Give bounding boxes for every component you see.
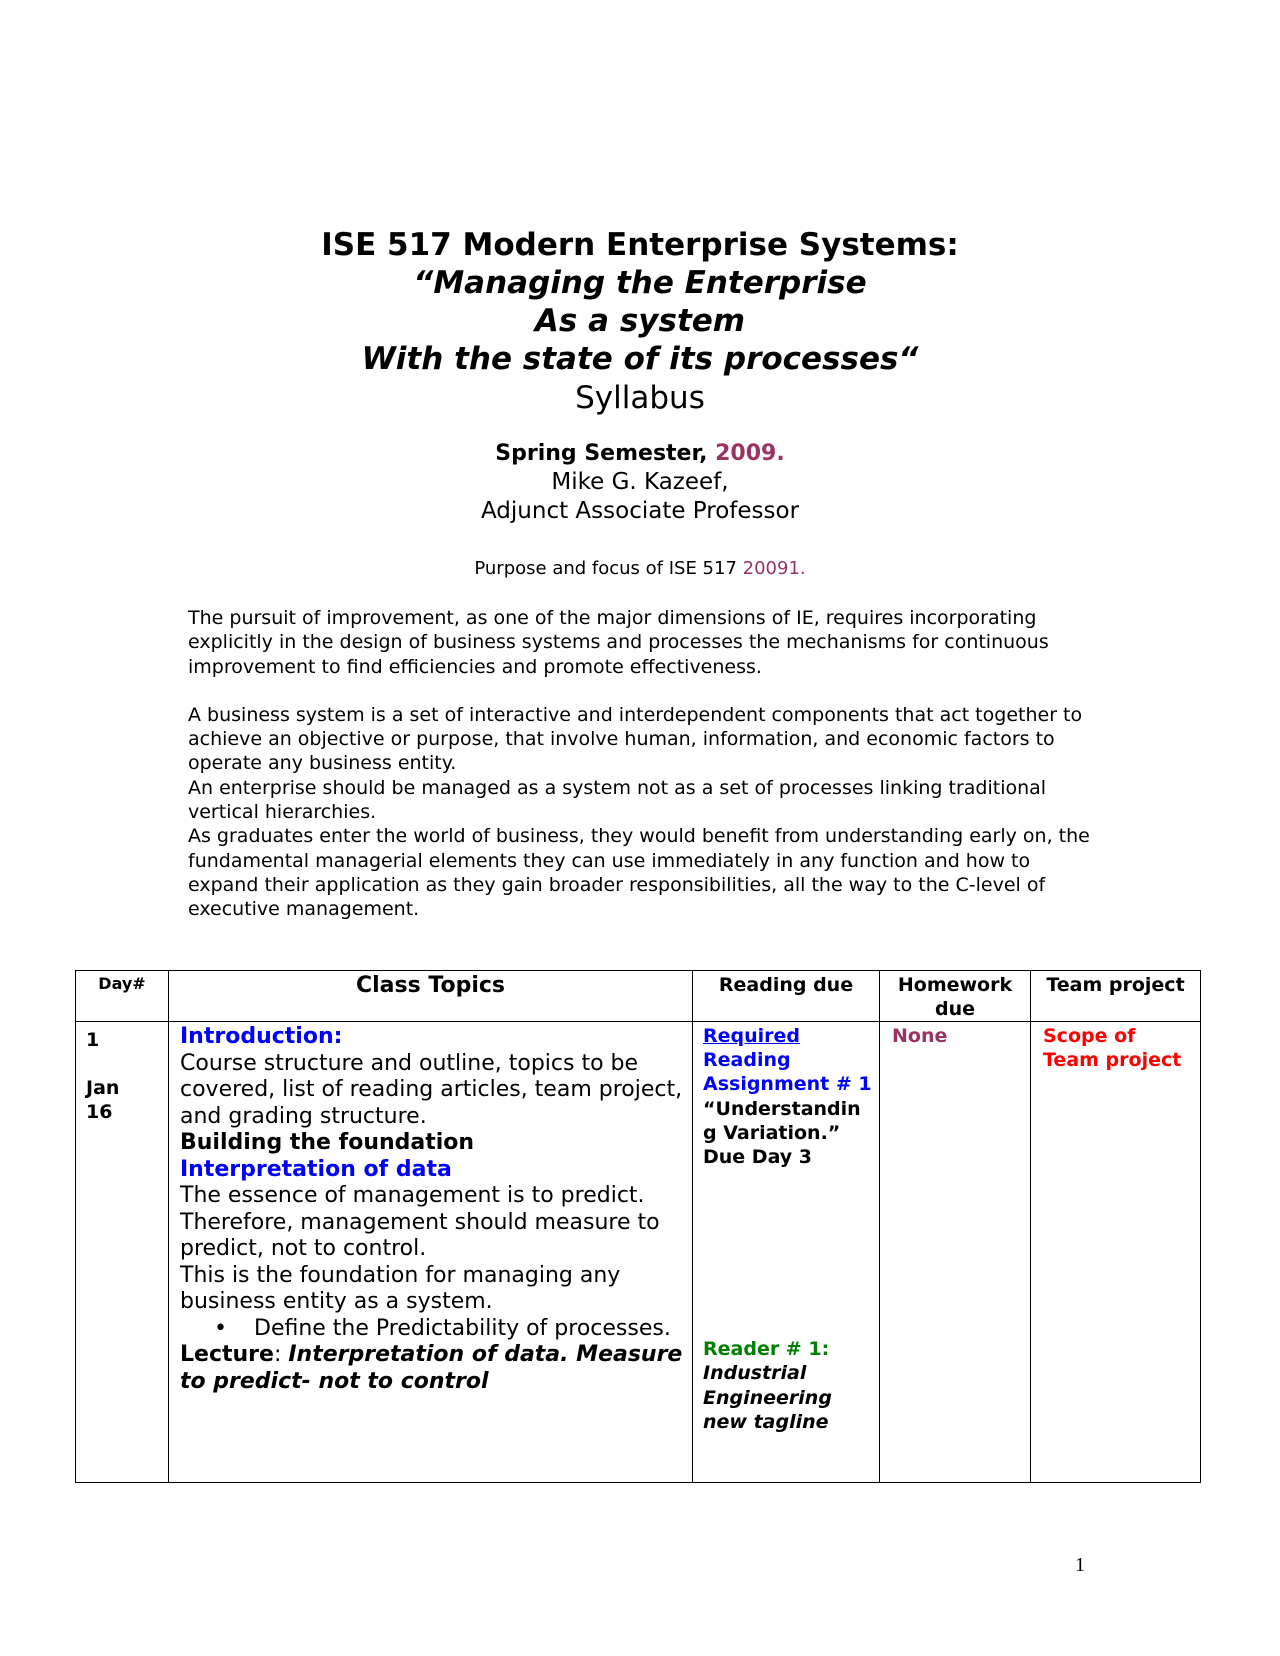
lecture-line <box>180 1342 684 1395</box>
purpose-label: Purpose and focus of ISE 517 <box>474 558 743 579</box>
reader-label: Reader # 1: <box>703 1338 830 1361</box>
subtitle-line-3: With the state of its processes“ <box>361 341 919 377</box>
day-month: Jan <box>86 1077 120 1099</box>
table-row <box>76 1022 1201 1483</box>
header-class-topics: Class Topics <box>169 971 693 1022</box>
purpose-heading <box>0 558 1280 580</box>
intro-text <box>188 606 1098 922</box>
lecture-separator: : <box>273 1342 289 1367</box>
foundation-heading: Building the foundation <box>180 1130 475 1155</box>
lecture-label: Lecture <box>180 1342 274 1367</box>
reading-due-day: Due Day 3 <box>703 1146 813 1169</box>
subtitle-line-1: “Managing the Enterprise <box>413 265 867 301</box>
header-reading-due: Reading due <box>693 971 880 1022</box>
schedule-table <box>75 970 1201 1483</box>
cell-reading-due <box>693 1022 880 1483</box>
essence-text: The essence of management is to predict. Therefore, management should measure to predict, not to control. <box>180 1183 660 1261</box>
introduction-heading: Introduction: <box>180 1024 343 1049</box>
foundation-text: This is the foundation for managing any business entity as a system. <box>180 1262 621 1314</box>
subtitle-line-2: As a system <box>534 303 746 339</box>
list-item: • Define the Predictability of processes. <box>254 1316 684 1343</box>
required-link[interactable]: Required <box>703 1025 801 1047</box>
header-day: Day# <box>76 971 169 1022</box>
reading-title: “Understanding Variation.” <box>703 1097 861 1144</box>
header-homework-due: Homework due <box>880 971 1031 1022</box>
semester-label: Spring Semester, <box>495 441 716 466</box>
intro-paragraph-1: The pursuit of improvement, as one of the major dimensions of IE, requires incorporating explicitly in the design of business systems and processes the mechanisms for continuous improvement to find efficiencies and promote effectiveness. <box>188 607 1049 678</box>
cell-class-topics <box>169 1022 693 1483</box>
instructor-position: Adjunct Associate Professor <box>480 498 800 524</box>
interpretation-heading: Interpretation of data <box>180 1156 452 1182</box>
intro-paragraph-4: As graduates enter the world of business, they would benefit from understanding early on, the fundamental managerial elements they can use immediately in any function and how to expand their application as they gain broader responsibilities, all the way to the C-level of executive management. <box>188 825 1090 921</box>
homework-value: None <box>892 1025 948 1047</box>
course-meta <box>0 440 1280 526</box>
table-header-row <box>76 971 1201 1022</box>
topic-bullets <box>180 1316 684 1343</box>
instructor-name: Mike G. Kazeef, <box>551 469 729 495</box>
reading-assignment: Reading Assignment # 1 <box>703 1049 872 1096</box>
syllabus-label: Syllabus <box>575 380 705 416</box>
lecture-title: Interpretation of data. Measure to predict- not to control <box>180 1342 683 1394</box>
intro-paragraph-2: A business system is a set of interactive and interdependent components that act together to achieve an objective or purpose, that involve human, information, and economic factors to operate any business entity. <box>188 703 1083 775</box>
cell-team-project <box>1031 1022 1201 1483</box>
semester-year: 2009. <box>715 441 785 466</box>
team-project-value: Scope of Team project <box>1043 1025 1182 1071</box>
day-date: 16 <box>86 1101 113 1123</box>
semester <box>0 440 1280 468</box>
cell-day <box>76 1022 169 1483</box>
page-number: 1 <box>1075 1554 1085 1576</box>
introduction-text: Course structure and outline, topics to be covered, list of reading articles, team project, and grading structure. <box>180 1050 683 1129</box>
intro-paragraph-3: An enterprise should be managed as a system not as a set of processes linking traditional vertical hierarchies. <box>188 776 1047 824</box>
day-number: 1 <box>86 1029 100 1051</box>
cell-homework-due <box>880 1022 1031 1483</box>
course-title: ISE 517 Modern Enterprise Systems: <box>321 227 959 263</box>
title-block <box>0 226 1280 418</box>
purpose-code: 20091. <box>742 558 806 579</box>
reader-title: Industrial Engineering new tagline <box>703 1362 832 1433</box>
header-team-project: Team project <box>1031 971 1201 1022</box>
